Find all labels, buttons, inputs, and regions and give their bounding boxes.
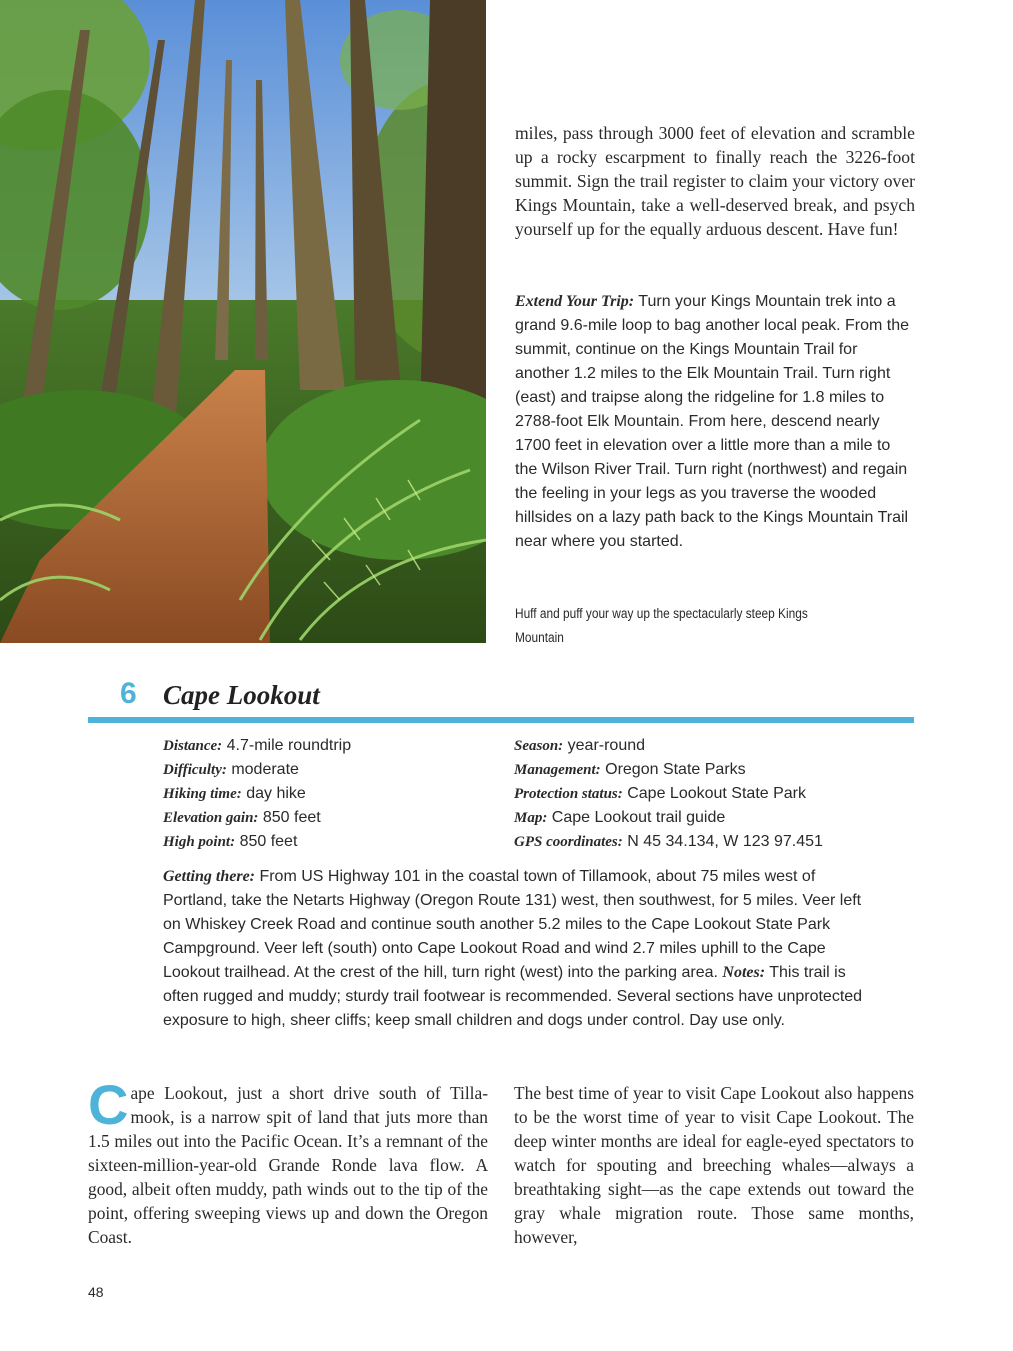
forest-illustration	[0, 0, 486, 643]
stats-left	[163, 734, 351, 854]
getting-there-paragraph	[163, 865, 863, 1033]
body-column-right: The best time of year to visit Cape Lookout also happens to be the worst time of year to visit Cape Lookout. The deep winter months are ideal for eagle-eyed spectators to watch for spouting and breeching whales—always a breathtaking sight—as the cape extends out toward the gray whale migration route. Those same months, however,	[514, 1083, 914, 1247]
stat-high-point: High point: 850 feet	[163, 833, 298, 850]
stat-map: Map: Cape Lookout trail guide	[514, 809, 726, 826]
hike-title: Cape Lookout	[163, 680, 320, 710]
hike-number: 6	[120, 677, 137, 710]
stat-hiking-time: Hiking time: day hike	[163, 785, 306, 802]
stat-season: Season: year-round	[514, 737, 646, 754]
photo-caption: Huff and puff your way up the spectacularly steep Kings Mountain	[515, 606, 808, 645]
extend-trip-text: Turn your Kings Mountain trek into a grand 9.6-mile loop to bag another local peak. From the summit, continue on the Kings Mountain Trail for another 1.2 miles to the Elk Mountain Trail. Turn right (east) and traipse along the ridgeline for 1.8 miles to 2788-foot Elk Mountain. From here, descend nearly 1700 feet in elevation over a little more than a mile to the Wilson River Trail. Turn right (northwest) and regain the feeling in your legs as you traverse the wooded hillsides on a lazy path back to the Kings Mountain Trail near where you started.	[515, 293, 910, 550]
body-left-text: ape Lookout, just a short drive south of Tilla-mook, is a narrow spit of land that juts more than 1.5 miles out into the Pacific Ocean. It’s a remnant of the sixteen-million-year-old Grande Ronde lava flow. A good, albeit often muddy, path winds out to the tip of the point, offering sweeping views up and down the Oregon Coast.	[88, 1083, 488, 1247]
extend-trip-paragraph	[515, 290, 915, 554]
stats-right	[514, 734, 823, 854]
getting-there-text: From US Highway 101 in the coastal town of Tillamook, about 75 miles west of Portland, take the Netarts Highway (Oregon Route 131) west, then southwest, for 5 miles. Veer left on Whiskey Creek Road and continue south another 5.2 miles to the Cape Lookout State Park Campground. Veer left (south) onto Cape Lookout Road and wind 2.7 miles uphill to the Cape Lookout trailhead. At the crest of the hill, turn right (west) into the parking area.	[163, 868, 862, 981]
extend-trip-label: Extend Your Trip:	[515, 293, 635, 310]
forest-trail-photo	[0, 0, 486, 643]
notes-text: This trail is often rugged and muddy; sturdy trail footwear is recommended. Several sections have unprotected exposure to high, sheer cliffs; keep small children and dogs under control. Day use only.	[163, 964, 863, 1029]
stat-protection-status: Protection status: Cape Lookout State Park	[514, 785, 806, 802]
notes-label: Notes:	[722, 964, 766, 981]
title-rule	[88, 717, 914, 723]
stat-management: Management: Oregon State Parks	[514, 761, 746, 778]
body-column-left	[88, 1073, 488, 1249]
stat-distance: Distance: 4.7-mile roundtrip	[163, 737, 352, 754]
page-number: 48	[88, 1284, 104, 1300]
stat-gps-coordinates: GPS coordinates: N 45 34.134, W 123 97.451	[514, 833, 823, 850]
stat-difficulty: Difficulty: moderate	[163, 761, 299, 778]
drop-cap: C	[88, 1073, 129, 1136]
stat-elevation-gain: Elevation gain: 850 feet	[163, 809, 321, 826]
getting-there-label: Getting there:	[163, 868, 255, 885]
intro-continued-paragraph: miles, pass through 3000 feet of elevation and scramble up a rocky escarpment to finally reach the 3226-foot summit. Sign the trail register to claim your victory over Kings Mountain, take a well-deserved break, and psych yourself up for the equally arduous descent. Have fun!	[515, 123, 915, 239]
